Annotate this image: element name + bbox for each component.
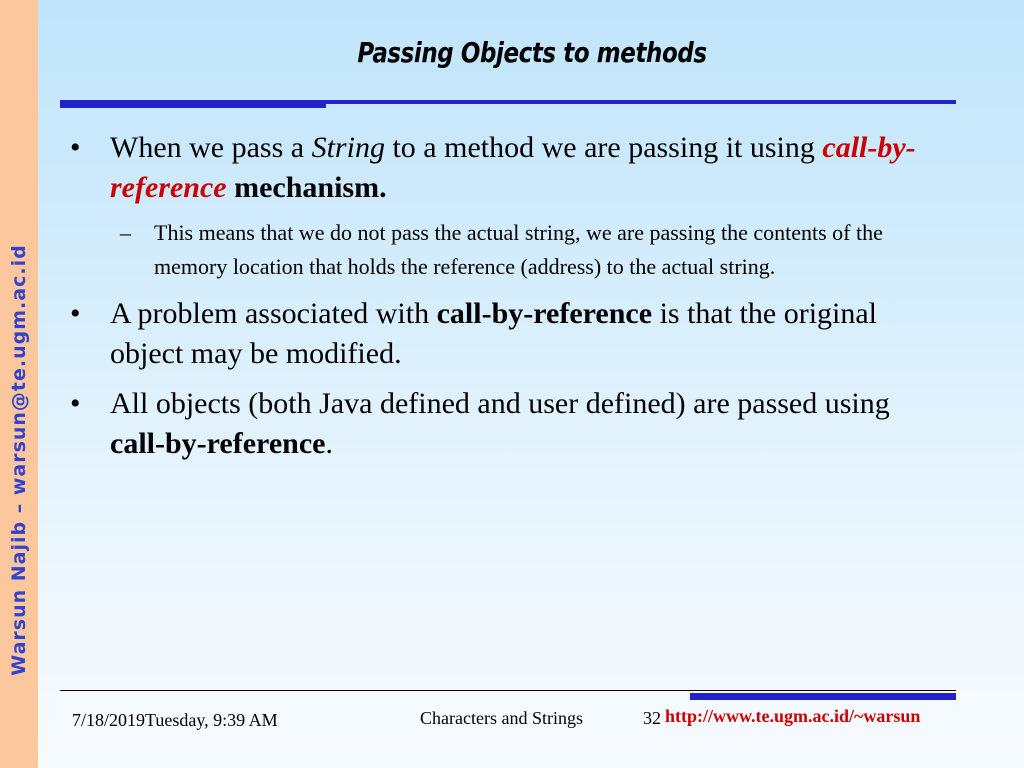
footer-url[interactable]: http://www.te.ugm.ac.id/~warsun	[665, 706, 921, 726]
bullet-3-term: call-by-reference	[110, 427, 326, 460]
bullet-3-text-b: .	[325, 427, 333, 460]
bullet-1-highlight: call-by-reference	[110, 131, 916, 204]
slide-content	[60, 128, 950, 464]
sub-bullet-dash: –	[120, 220, 131, 245]
bullet-1-string-term: String	[311, 131, 385, 164]
bullet-dot: •	[70, 297, 81, 330]
bullet-2	[60, 294, 950, 374]
bullet-1-text-c: mechanism.	[226, 171, 387, 204]
bullet-2-text-a: A problem associated with	[110, 297, 437, 330]
side-band	[0, 0, 38, 768]
bullet-dot: •	[70, 387, 81, 420]
bullet-3	[60, 384, 950, 464]
bullet-dot: •	[70, 131, 81, 164]
footer-rule	[60, 690, 956, 691]
author-label: Warsun Najib – warsun@te.ugm.ac.id	[8, 244, 30, 676]
footer-rule-accent	[690, 693, 956, 700]
sub-bullet-1-text: This means that we do not pass the actual string, we are passing the contents of the memory location that holds the reference (address) to the actual string.	[154, 220, 883, 279]
sub-bullet-1	[60, 216, 950, 284]
title-rule-accent	[60, 101, 326, 108]
slide-title: Passing Objects to methods	[357, 36, 707, 69]
bullet-1-text-b: to a method we are passing it using	[384, 131, 823, 164]
bullet-2-term: call-by-reference	[436, 297, 653, 330]
page-number: 32	[643, 708, 661, 728]
bullet-3-text-a: All objects (both Java defined and user defined) are passed using	[110, 387, 890, 420]
bullet-1	[60, 128, 950, 208]
footer-date: 7/18/2019Tuesday, 9:39 AM	[72, 710, 278, 730]
bullet-2-text-b: is that the original object may be modified.	[110, 297, 878, 370]
footer-title: Characters and Strings	[420, 708, 583, 728]
bullet-1-text-a: When we pass a	[110, 131, 312, 164]
